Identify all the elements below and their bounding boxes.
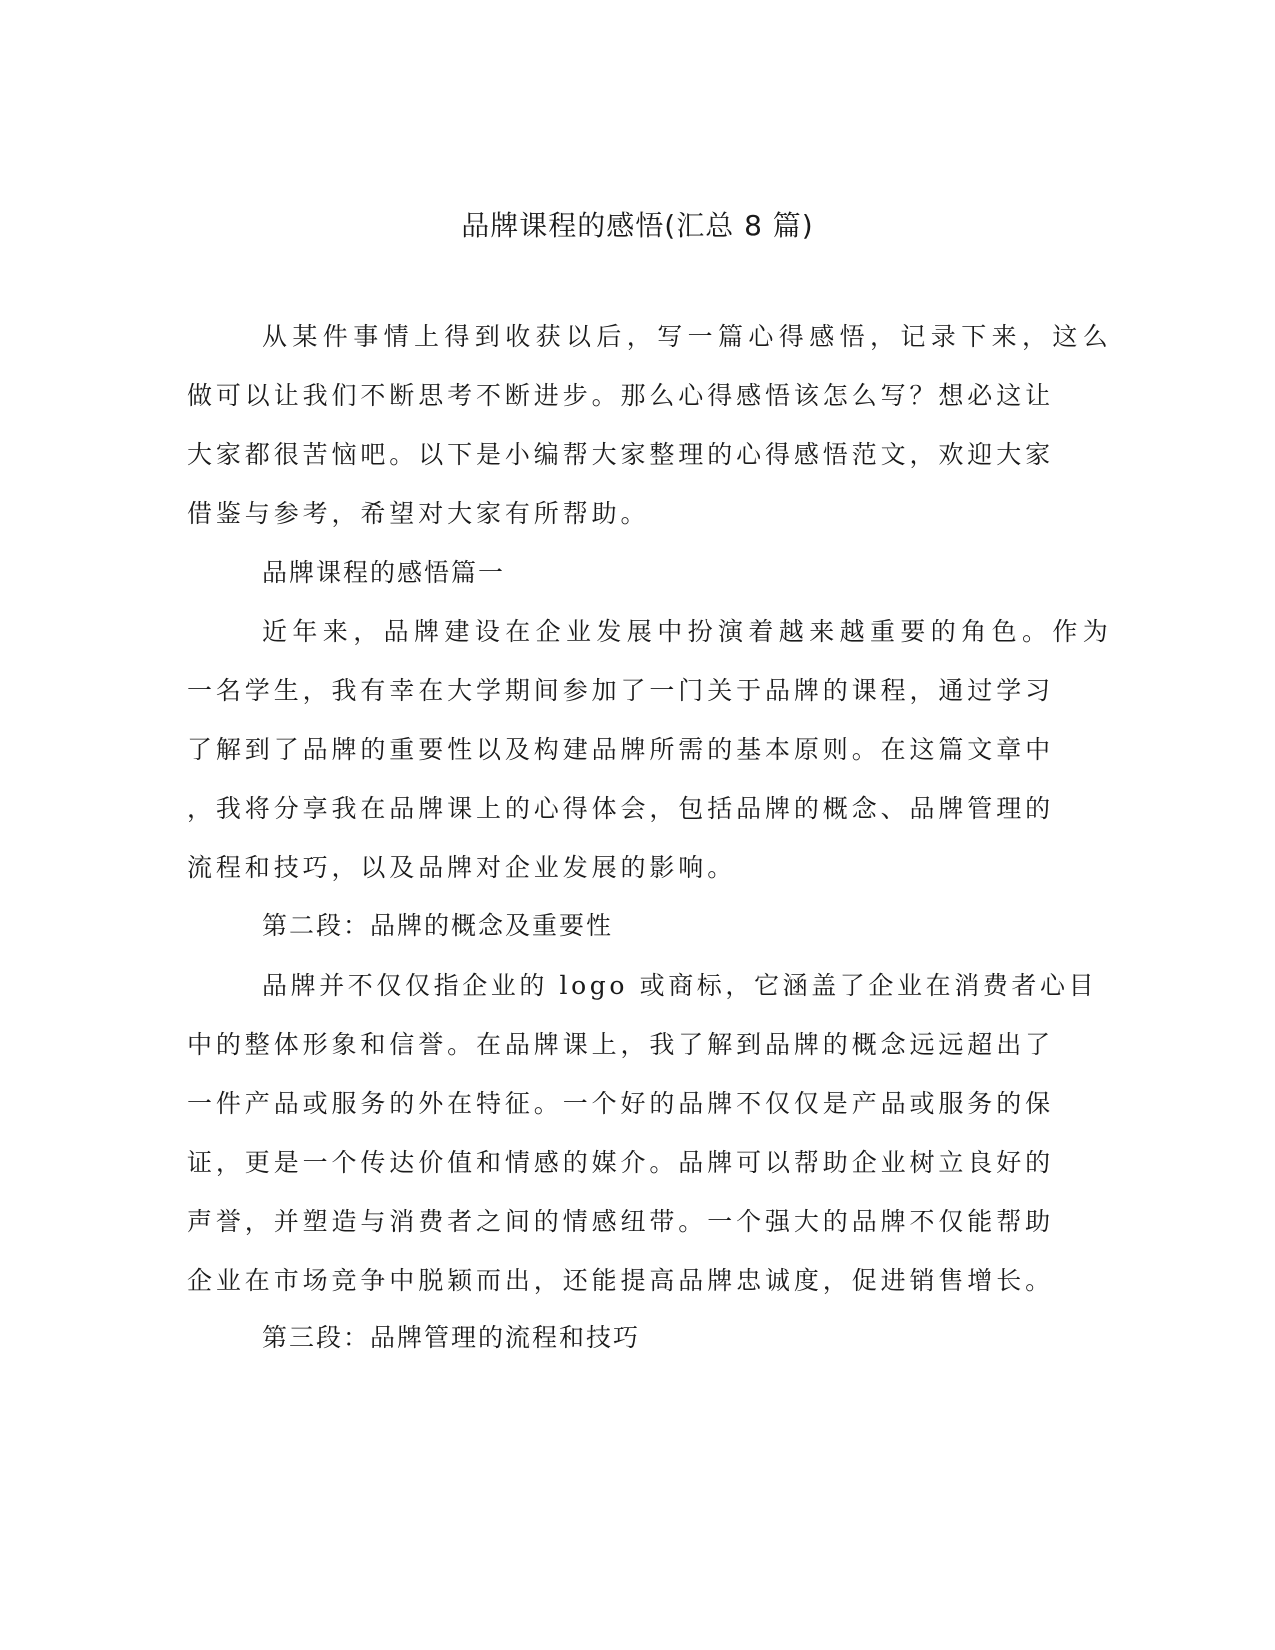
paragraph-line: 品牌并不仅仅指企业的 logo 或商标，它涵盖了企业在消费者心目 (262, 971, 1098, 1000)
paragraph-line: 做可以让我们不断思考不断进步。那么心得感悟该怎么写？想必这让 (187, 381, 1055, 410)
document-title: 品牌课程的感悟(汇总 8 篇) (461, 209, 814, 242)
paragraph-line: 一件产品或服务的外在特征。一个好的品牌不仅仅是产品或服务的保 (187, 1089, 1055, 1118)
paragraph-line: 证，更是一个传达价值和情感的媒介。品牌可以帮助企业树立良好的 (187, 1148, 1055, 1177)
paragraph-line: 了解到了品牌的重要性以及构建品牌所需的基本原则。在这篇文章中 (187, 735, 1055, 764)
paragraph-line: ，我将分享我在品牌课上的心得体会，包括品牌的概念、品牌管理的 (187, 794, 1055, 823)
paragraph-line: 声誉，并塑造与消费者之间的情感纽带。一个强大的品牌不仅能帮助 (187, 1207, 1055, 1236)
paragraph-line: 从某件事情上得到收获以后，写一篇心得感悟，记录下来，这么 (262, 322, 1114, 351)
paragraph-line: 借鉴与参考，希望对大家有所帮助。 (187, 499, 650, 528)
paragraph-line: 一名学生，我有幸在大学期间参加了一门关于品牌的课程，通过学习 (187, 676, 1055, 705)
paragraph-line: 近年来，品牌建设在企业发展中扮演着越来越重要的角色。作为 (262, 617, 1114, 646)
section-heading: 品牌课程的感悟篇一 (262, 558, 506, 587)
paragraph-line: 流程和技巧，以及品牌对企业发展的影响。 (187, 853, 737, 882)
paragraph-line: 大家都很苦恼吧。以下是小编帮大家整理的心得感悟范文，欢迎大家 (187, 440, 1055, 469)
section-heading: 第三段：品牌管理的流程和技巧 (262, 1323, 641, 1352)
section-heading: 第二段：品牌的概念及重要性 (262, 911, 614, 940)
paragraph-line: 中的整体形象和信誉。在品牌课上，我了解到品牌的概念远远超出了 (187, 1030, 1055, 1059)
paragraph-line: 企业在市场竞争中脱颖而出，还能提高品牌忠诚度，促进销售增长。 (187, 1266, 1055, 1295)
